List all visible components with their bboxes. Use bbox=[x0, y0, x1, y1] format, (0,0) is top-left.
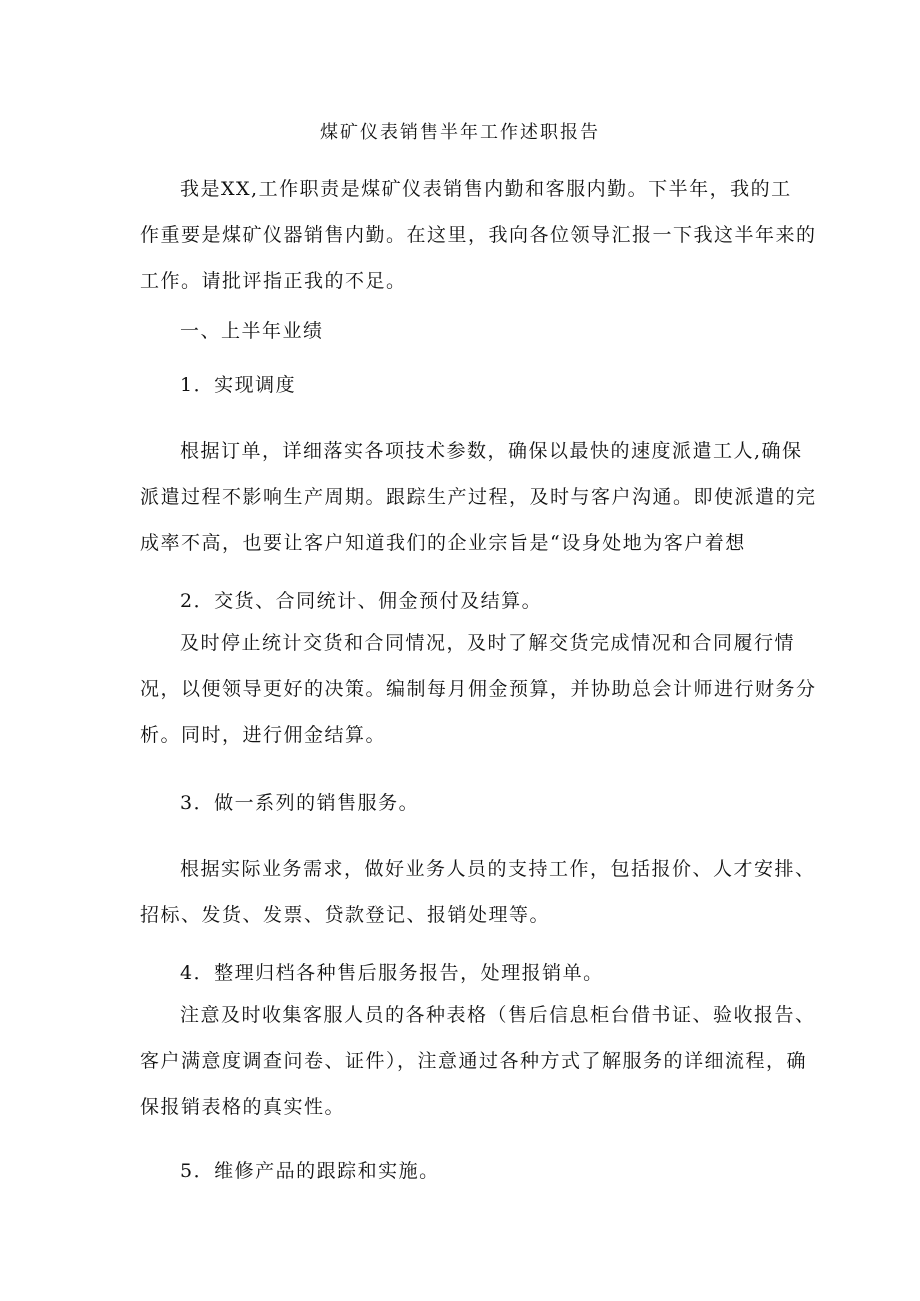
paragraph-line: 及时停止统计交货和合同情况，及时了解交货完成情况和合同履行情 bbox=[180, 632, 796, 654]
paragraph-line: 作重要是煤矿仪器销售内勤。在这里，我向各位领导汇报一下我这半年来的 bbox=[140, 224, 817, 246]
paragraph-line: 派遣过程不影响生产周期。跟踪生产过程，及时与客户沟通。即使派遣的完 bbox=[140, 486, 817, 508]
paragraph-line: 成率不高，也要让客户知道我们的企业宗旨是“设身处地为客户着想 bbox=[140, 532, 746, 554]
item-heading: 3．做一系列的销售服务。 bbox=[180, 792, 420, 814]
document-title: 煤矿仪表销售半年工作述职报告 bbox=[320, 122, 600, 143]
paragraph-line: 保报销表格的真实性。 bbox=[140, 1096, 346, 1118]
paragraph-line: 客户满意度调查问卷、证件），注意通过各种方式了解服务的详细流程，确 bbox=[140, 1050, 808, 1072]
item-heading: 4．整理归档各种售后服务报告，处理报销单。 bbox=[180, 962, 604, 984]
paragraph-line: 注意及时收集客服人员的各种表格（售后信息柜台借书证、验收报告、 bbox=[180, 1004, 816, 1026]
paragraph-line: 工作。请批评指正我的不足。 bbox=[140, 270, 407, 292]
paragraph-line: 招标、发货、发票、贷款登记、报销处理等。 bbox=[140, 904, 551, 926]
item4-paragraph bbox=[140, 992, 816, 1130]
intro-paragraph bbox=[140, 166, 817, 304]
paragraph-line: 根据订单，详细落实各项技术参数，确保以最快的速度派遣工人,确保 bbox=[180, 440, 803, 462]
paragraph-line: 我是XX,工作职责是煤矿仪表销售内勤和客服内勤。下半年，我的工 bbox=[180, 178, 792, 200]
item-heading: 1．实现调度 bbox=[180, 374, 297, 396]
section-heading: 一、上半年业绩 bbox=[180, 320, 324, 342]
paragraph-line: 根据实际业务需求，做好业务人员的支持工作，包括报价、人才安排、 bbox=[180, 858, 816, 880]
item-heading: 5．维修产品的跟踪和实施。 bbox=[180, 1160, 440, 1182]
paragraph-line: 析。同时，进行佣金结算。 bbox=[140, 724, 387, 746]
item3-paragraph bbox=[140, 846, 816, 938]
paragraph-line: 况，以便领导更好的决策。编制每月佣金预算，并协助总会计师进行财务分 bbox=[140, 678, 817, 700]
item-heading: 2．交货、合同统计、佣金预付及结算。 bbox=[180, 590, 543, 612]
item1-paragraph bbox=[140, 428, 817, 566]
item2-paragraph bbox=[140, 620, 817, 758]
